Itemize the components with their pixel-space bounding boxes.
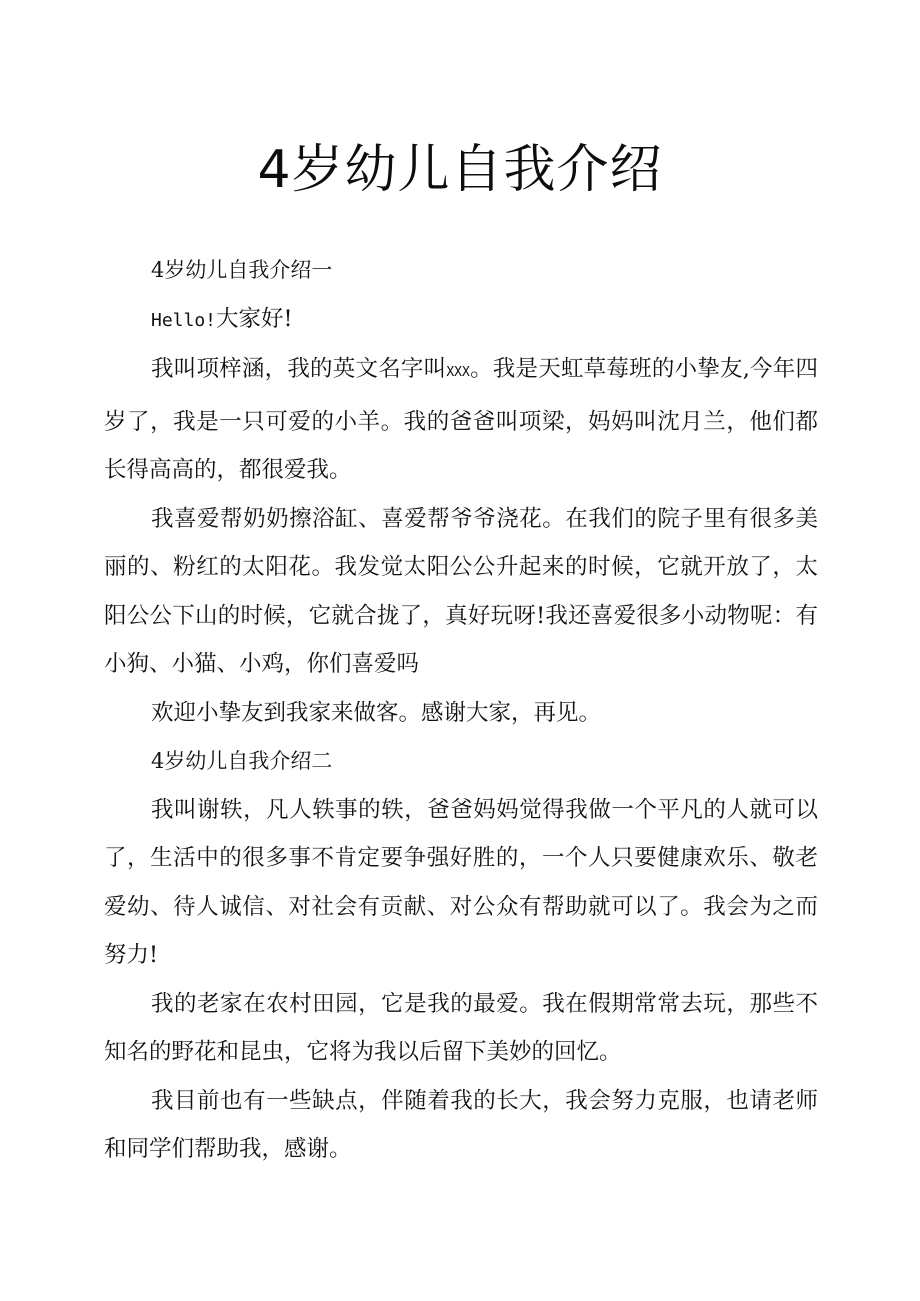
english-name-placeholder: XXX <box>446 365 470 380</box>
paragraph-intro-part-b: 。我是天虹草莓班的小挚友,今年四岁了，我是一只可爱的小羊。我的爸爸叫项梁，妈妈叫沈月兰，他们都长得高高的，都很爱我。 <box>104 356 818 483</box>
document-title: 4岁幼儿自我介绍 <box>257 140 663 200</box>
paragraph-name-meaning: 我叫谢轶，凡人轶事的轶，爸爸妈妈觉得我做一个平凡的人就可以了，生活中的很多事不肯定要争强好胜的，一个人只要健康欢乐、敬老爱幼、待人诚信、对社会有贡献、对公众有帮助就可以了。我会为之而努力! <box>104 796 818 968</box>
paragraph-shortcomings: 我目前也有一些缺点，伴随着我的长大，我会努力克服，也请老师和同学们帮助我，感谢。 <box>104 1087 818 1162</box>
greeting-chinese: 大家好! <box>216 305 293 332</box>
section-heading-2: 4岁幼儿自我介绍二 <box>151 749 333 773</box>
paragraph-hometown: 我的老家在农村田园，它是我的最爱。我在假期常常去玩，那些不知名的野花和昆虫，它将为我以后留下美妙的回忆。 <box>104 990 818 1065</box>
paragraph-welcome: 欢迎小挚友到我家来做客。感谢大家，再见。 <box>151 699 602 726</box>
greeting-paragraph <box>104 295 818 346</box>
document-body <box>104 246 818 1174</box>
section-heading-1: 4岁幼儿自我介绍一 <box>151 258 333 282</box>
paragraph-hobbies: 我喜爱帮奶奶擦浴缸、喜爱帮爷爷浇花。在我们的院子里有很多美丽的、粉红的太阳花。我发觉太阳公公升起来的时候，它就开放了，太阳公公下山的时候，它就合拢了，真好玩呀!我还喜爱很多小动物呢：有小狗、小猫、小鸡，你们喜爱吗 <box>104 505 818 677</box>
paragraph-intro-part-a: 我叫项梓涵，我的英文名字叫 <box>151 356 447 382</box>
greeting-english: Hello! <box>151 309 217 331</box>
paragraph-intro <box>104 345 818 495</box>
